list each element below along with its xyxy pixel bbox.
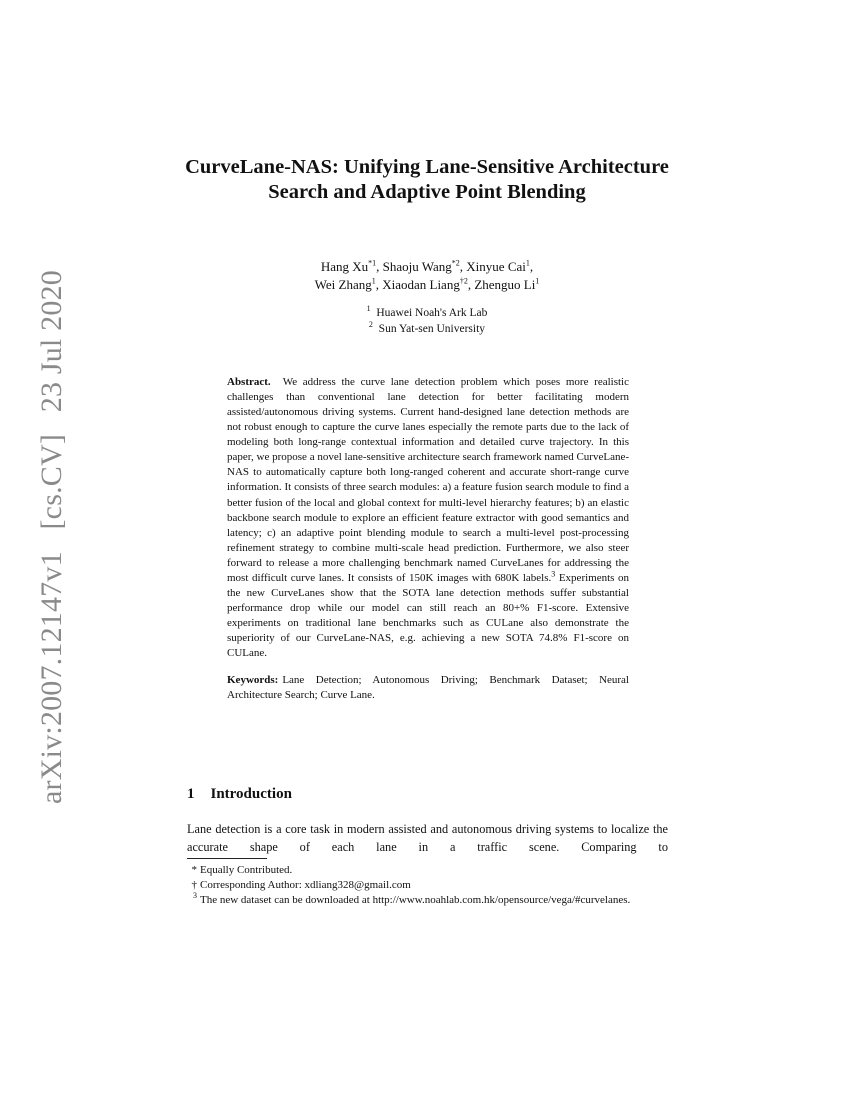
footnote-text: The new dataset can be downloaded at http://www.noahlab.com.hk/opensource/vega/#curvelanes. <box>200 894 631 906</box>
arxiv-identifier-stamp <box>35 270 69 804</box>
author-name: Wei Zhang <box>314 277 372 292</box>
footnote-rule <box>187 858 267 859</box>
abstract-text-cont: Experiments on the new CurveLanes show that the SOTA lane detection methods suffer substantial performance drop while our model can still reach an 80+% F1-score. Extensive experiments on traditional lane benchmarks such as CULane also demonstrate the superiority of our CurveLane-NAS, e.g. achieving a new SOTA 74.8% F1-score on CULane. <box>227 571 629 660</box>
footnote <box>187 863 668 878</box>
footnote <box>187 878 668 893</box>
author-line-2 <box>180 276 674 294</box>
author-mark: *2 <box>451 258 460 268</box>
affiliation-name: Sun Yat-sen University <box>378 323 486 335</box>
footnote-list <box>187 863 668 908</box>
intro-paragraph: Lane detection is a core task in modern assisted and autonomous driving systems to localize the accurate shape of each lane in a traffic scene. Comparing to <box>187 822 668 854</box>
section-heading <box>187 786 292 803</box>
author-mark: 1 <box>371 276 376 286</box>
footnote-mark: † <box>191 879 197 891</box>
affiliation-mark: 1 <box>366 304 371 314</box>
arxiv-id: arXiv:2007.12147v1 <box>35 551 68 804</box>
affiliation <box>180 305 674 321</box>
affiliation <box>180 321 674 337</box>
abstract-paragraph <box>227 375 629 661</box>
affiliation-list <box>180 305 674 337</box>
abstract-block <box>227 375 629 703</box>
keywords-paragraph <box>227 673 629 703</box>
footnote-text: Corresponding Author: xdliang328@gmail.com <box>200 879 411 891</box>
author-separator: , <box>529 259 534 274</box>
author-mark: †2 <box>459 276 468 286</box>
affiliation-name: Huawei Noah's Ark Lab <box>376 307 488 319</box>
footnote-text: Equally Contributed. <box>200 864 293 876</box>
footnote-ref: 3 <box>551 569 556 579</box>
author-name: Xinyue Cai <box>466 259 526 274</box>
abstract-label: Abstract. <box>227 376 271 388</box>
author-name: Xiaodan Liang <box>382 277 460 292</box>
author-list <box>180 258 674 294</box>
paper-title: CurveLane-NAS: Unifying Lane-Sensitive Architecture Search and Adaptive Point Blending <box>185 156 669 203</box>
keywords-text: Lane Detection; Autonomous Driving; Benchmark Dataset; Neural Architecture Search; Curve Lane. <box>227 674 629 702</box>
arxiv-date: 23 Jul 2020 <box>35 270 68 413</box>
author-name: Hang Xu <box>320 259 369 274</box>
footnote: $^3$ The new dataset can be downloaded at http://www.noahlab.com.hk/opensource/vega/#curvelanes. <box>193 891 631 906</box>
section-title: Introduction <box>210 786 292 802</box>
keywords-label: Keywords: <box>227 674 279 687</box>
author-separator: , <box>459 259 467 274</box>
author-line-1 <box>180 258 674 276</box>
footnote-mark: * <box>191 864 197 876</box>
author-separator: , <box>375 277 383 292</box>
author-mark: *1 <box>368 258 377 268</box>
author-separator: , <box>467 277 475 292</box>
author-mark: 1 <box>535 276 540 286</box>
author-name: Zhenguo Li <box>474 277 536 292</box>
section-number: 1 <box>187 786 195 802</box>
author-mark: 1 <box>525 258 530 268</box>
author-separator: , <box>376 259 383 274</box>
author-name: Shaoju Wang <box>382 259 452 274</box>
affiliation-mark: 2 <box>368 320 373 330</box>
arxiv-category: [cs.CV] <box>35 433 68 530</box>
abstract-text: We address the curve lane detection problem which poses more realistic challenges than conventional lane detection for better facilitating modern assisted/autonomous driving systems. Current hand-designed lane detection methods are not robust enough to capture the curve lanes especially the remote parts due to the lack of modeling both long-range contextual information and detailed curve trajectory. In this paper, we propose a novel lane-sensitive architecture search framework named CurveLane-NAS to automatically capture both long-ranged coherent and accurate short-range curve information. It consists of three search modules: a) a feature fusion search module to find a better fusion of the local and global context for multi-level hierarchy features; b) an elastic backbone search module to explore an efficient feature extractor with good semantics and latency; c) an adaptive point blending module to search a multi-level post-processing refinement strategy to combine multi-scale head prediction. Furthermore, we also steer forward to release a more challenging benchmark named CurveLanes for addressing the most difficult curve lanes. It consists of 150K images with 680K labels. <box>227 376 629 584</box>
